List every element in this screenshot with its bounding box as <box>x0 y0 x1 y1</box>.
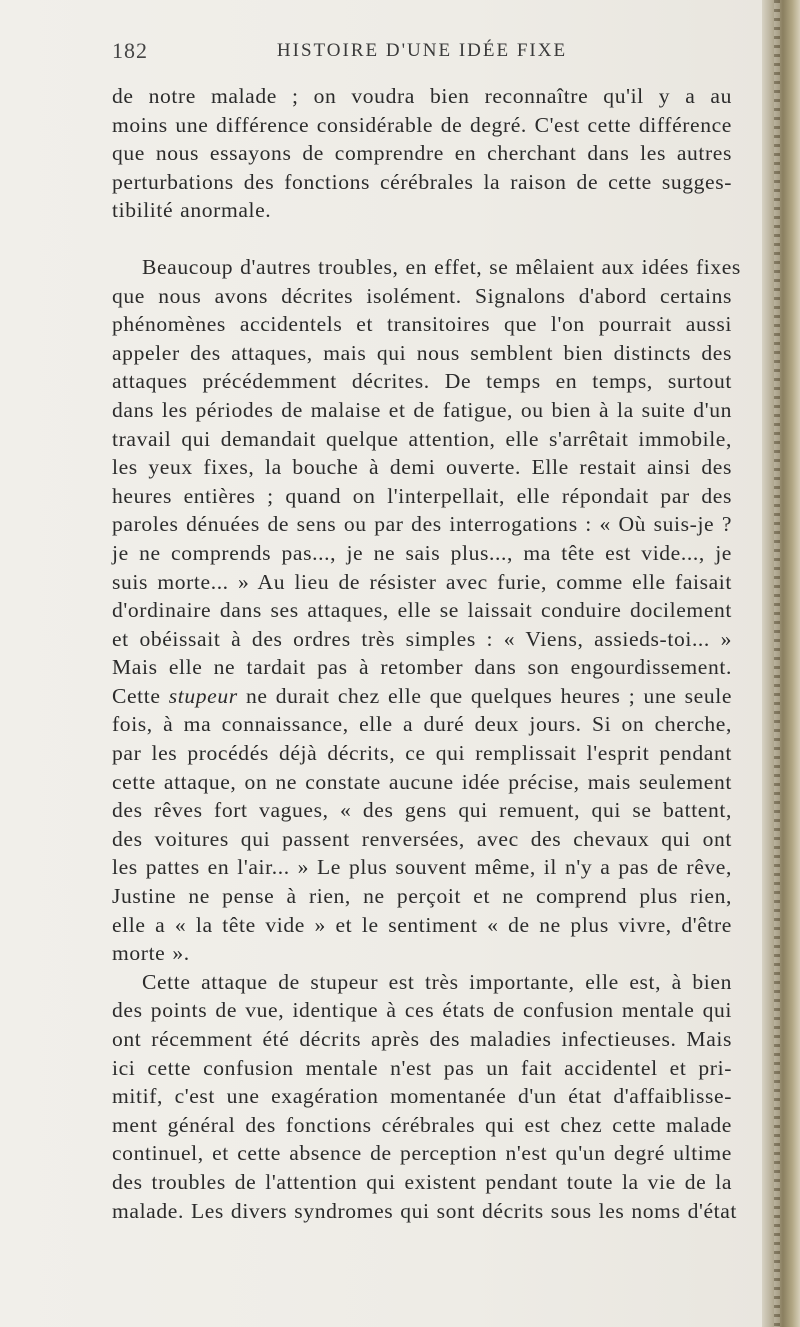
text-line: attaques précédemment décrites. De temps en temps, surtout <box>112 369 732 394</box>
text-line: ici cette confusion mentale n'est pas un fait accidentel et pri- <box>112 1055 732 1080</box>
running-head: HISTOIRE D'UNE IDÉE FIXE <box>276 40 568 61</box>
text-line: dans les périodes de malaise et de fatigue, ou bien à la suite d'un <box>112 397 732 422</box>
text-line: les pattes en l'air... » Le plus souvent même, il n'y a pas de rêve, <box>112 855 732 880</box>
text-line: mitif, c'est une exagération momentanée d'un état d'affaiblisse- <box>112 1084 732 1109</box>
text-line: des points de vue, identique à ces états de confusion mentale qui <box>112 998 732 1023</box>
text-line: moins une différence considérable de degré. C'est cette différence <box>112 112 732 137</box>
text-line: appeler des attaques, mais qui nous semblent bien distincts des <box>112 340 732 365</box>
text-line: je ne comprends pas..., je ne sais plus..., ma tête est vide..., je <box>112 540 732 565</box>
text-line: elle a « la tête vide » et le sentiment « de ne plus vivre, d'être <box>112 912 732 937</box>
italic-term: stupeur <box>168 683 238 708</box>
text-line: Cette attaque de stupeur est très importante, elle est, à bien <box>142 969 732 994</box>
text-line: des troubles de l'attention qui existent pendant toute la vie de la <box>112 1169 732 1194</box>
text-line: fois, à ma connaissance, elle a duré deux jours. Si on cherche, <box>112 712 732 737</box>
text-line: cette attaque, on ne constate aucune idée précise, mais seulement <box>112 769 732 794</box>
text-line <box>112 682 732 711</box>
text-line: travail qui demandait quelque attention, elle s'arrêtait immobile, <box>112 426 732 451</box>
text-line: phénomènes accidentels et transitoires que l'on pourrait aussi <box>112 312 732 337</box>
text-fragment: ne durait chez elle que quelques heures ; une seule <box>245 683 733 708</box>
page-number: 182 <box>112 38 148 63</box>
text-line: paroles dénuées de sens ou par des interrogations : « Où suis-je ? <box>112 512 732 537</box>
text-line: heures entières ; quand on l'interpellait, elle répondait par des <box>112 483 732 508</box>
text-line: et obéissait à des ordres très simples : « Viens, assieds-toi... » <box>112 626 732 651</box>
text-line: continuel, et cette absence de perception n'est qu'un degré ultime <box>112 1141 732 1166</box>
text-line: de notre malade ; on voudra bien reconnaître qu'il y a au <box>112 84 732 108</box>
text-fragment: Cette <box>112 683 161 708</box>
text-line: des rêves fort vagues, « des gens qui remuent, qui se battent, <box>112 798 732 823</box>
text-line: Mais elle ne tardait pas à retomber dans son engourdissement. <box>112 655 732 680</box>
book-page-edge <box>762 0 800 1327</box>
text-line: des voitures qui passent renversées, avec des chevaux qui ont <box>112 826 732 851</box>
text-line: suis morte... » Au lieu de résister avec furie, comme elle faisait <box>112 569 732 594</box>
text-line: ment général des fonctions cérébrales qui est chez cette malade <box>112 1112 732 1137</box>
text-line: d'ordinaire dans ses attaques, elle se laissait conduire docilement <box>112 598 732 623</box>
body-text <box>112 82 741 1225</box>
text-line: Justine ne pense à rien, ne perçoit et ne comprend plus rien, <box>112 884 732 909</box>
text-line: que nous essayons de comprendre en cherchant dans les autres <box>112 141 732 166</box>
text-line: Beaucoup d'autres troubles, en effet, se mêlaient aux idées fixes <box>142 254 741 279</box>
text-line: ont récemment été décrits après des maladies infectieuses. Mais <box>112 1027 732 1051</box>
text-line: perturbations des fonctions cérébrales la raison de cette sugges- <box>112 169 732 194</box>
text-line: morte ». <box>112 941 190 966</box>
text-line: par les procédés déjà décrits, ce qui remplissait l'esprit pendant <box>112 741 732 766</box>
text-line: malade. Les divers syndromes qui sont décrits sous les noms d'état <box>112 1198 738 1223</box>
text-line: les yeux fixes, la bouche à demi ouverte. Elle restait ainsi des <box>112 455 732 480</box>
page-header <box>112 38 732 68</box>
paragraph-gap <box>112 225 732 253</box>
text-line: tibilité anormale. <box>112 198 272 223</box>
text-line: que nous avons décrites isolément. Signalons d'abord certains <box>112 283 732 308</box>
